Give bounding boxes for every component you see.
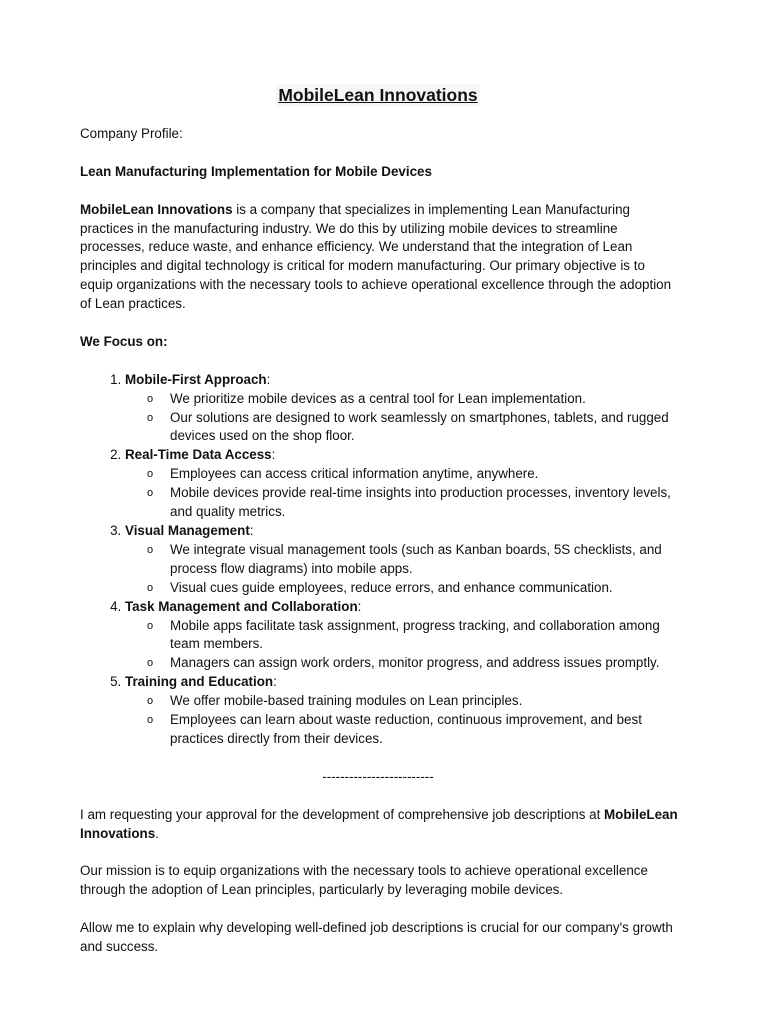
mission-paragraph: Our mission is to equip organizations with the necessary tools to achieve operational excellence through the adoption of Lean principles, particularly by leveraging mobile devices. xyxy=(80,863,648,898)
focus-item-label: Task Management and Collaboration xyxy=(125,598,358,614)
focus-point-text: We offer mobile-based training modules on Lean principles. xyxy=(170,693,523,709)
focus-point-text: Mobile apps facilitate task assignment, progress tracking, and collaboration among team members. xyxy=(170,617,660,652)
focus-point xyxy=(147,484,680,522)
bullet-icon: o xyxy=(147,581,154,594)
focus-point xyxy=(147,579,680,598)
focus-sublist xyxy=(125,692,680,749)
company-profile-label: Company Profile: xyxy=(80,126,183,141)
section-divider: ------------------------- xyxy=(322,768,434,784)
intro-paragraph xyxy=(80,201,680,314)
focus-list xyxy=(80,371,680,749)
focus-item-label: Mobile-First Approach xyxy=(125,371,267,387)
focus-point xyxy=(147,465,680,484)
section-heading: Lean Manufacturing Implementation for Mobile Devices xyxy=(80,163,432,179)
focus-point-text: Employees can learn about waste reduction, continuous improvement, and best practices directly from their devices. xyxy=(170,712,642,746)
bullet-icon: o xyxy=(147,487,154,500)
focus-point-text: Employees can access critical information anytime, anywhere. xyxy=(170,466,539,482)
request-text: I am requesting your approval for the development of comprehensive job descriptions at xyxy=(80,806,605,822)
request-company-name: MobileLean Innovations xyxy=(80,806,678,841)
document-page xyxy=(80,84,680,976)
focus-point xyxy=(147,692,680,711)
focus-point-text: Managers can assign work orders, monitor progress, and address issues promptly. xyxy=(170,655,660,671)
focus-item-label: Real-Time Data Access xyxy=(125,447,272,463)
focus-point-text: Our solutions are designed to work seamlessly on smartphones, tablets, and rugged devices used on the shop floor. xyxy=(170,409,669,444)
request-end: . xyxy=(155,825,159,841)
bullet-icon: o xyxy=(147,619,154,632)
focus-item: 4. Task Management and Collaboration: o Mobile apps facilitate task assignment, progress tracking, and collaboration among team members. o Managers can assign work orders, monitor progress, and address issues promptly. xyxy=(125,598,680,674)
intro-company-name: MobileLean Innovations xyxy=(80,201,233,217)
focus-item-label: Visual Management xyxy=(125,522,250,538)
focus-point xyxy=(147,711,680,749)
bullet-icon: o xyxy=(147,657,154,670)
focus-sublist xyxy=(125,465,680,522)
focus-item: 3. Visual Management: o We integrate visual management tools (such as Kanban boards, 5S checklists, and process flow diagrams) into mobile apps. o Visual cues guide employees, reduce errors, and enhance communication. xyxy=(125,522,680,598)
bullet-icon: o xyxy=(147,695,154,708)
title-wrap xyxy=(80,84,676,125)
focus-sublist xyxy=(125,541,680,598)
closing-paragraph: Allow me to explain why developing well-defined job descriptions is crucial for our company's growth and success. xyxy=(80,920,673,955)
focus-heading: We Focus on: xyxy=(80,333,168,349)
focus-item-label: Training and Education xyxy=(125,674,274,690)
focus-point-text: We integrate visual management tools (such as Kanban boards, 5S checklists, and process flow diagrams) into mobile apps. xyxy=(170,541,662,576)
focus-point xyxy=(147,654,680,673)
bullet-icon: o xyxy=(147,714,154,727)
document-title: MobileLean Innovations xyxy=(278,85,478,105)
focus-sublist xyxy=(125,390,680,447)
focus-point xyxy=(147,409,680,447)
focus-item: 2. Real-Time Data Access: o Employees can access critical information anytime, anywhere. o Mobile devices provide real-time insights into production processes, inventory levels, and quality metrics. xyxy=(125,446,680,522)
bullet-icon: o xyxy=(147,543,154,556)
focus-point-text: We prioritize mobile devices as a central tool for Lean implementation. xyxy=(170,390,586,406)
focus-sublist xyxy=(125,617,680,674)
bullet-icon: o xyxy=(147,411,154,424)
bullet-icon: o xyxy=(147,392,154,405)
focus-point xyxy=(147,390,680,409)
focus-point-text: Visual cues guide employees, reduce errors, and enhance communication. xyxy=(170,579,613,595)
bullet-icon: o xyxy=(147,468,154,481)
focus-item: 5. Training and Education: o We offer mobile-based training modules on Lean principles. o Employees can learn about waste reduction, continuous improvement, and best practices directly from their devices. xyxy=(125,673,680,749)
request-paragraph xyxy=(80,806,680,844)
focus-point xyxy=(147,541,680,579)
focus-point xyxy=(147,617,680,655)
focus-item: 1. Mobile-First Approach: o We prioritize mobile devices as a central tool for Lean implementation. o Our solutions are designed to work seamlessly on smartphones, tablets, and rugged devices used on the shop floor. xyxy=(125,371,680,447)
intro-text: is a company that specializes in implementing Lean Manufacturing practices in the manufacturing industry. We do this by utilizing mobile devices to streamline processes, reduce waste, and enhance efficiency. We understand that the integration of Lean principles and digital technology is critical for modern manufacturing. Our primary objective is to equip organizations with the necessary tools to achieve operational excellence through the adoption of Lean practices. xyxy=(80,201,672,312)
focus-point-text: Mobile devices provide real-time insights into production processes, inventory levels, and quality metrics. xyxy=(170,485,671,520)
